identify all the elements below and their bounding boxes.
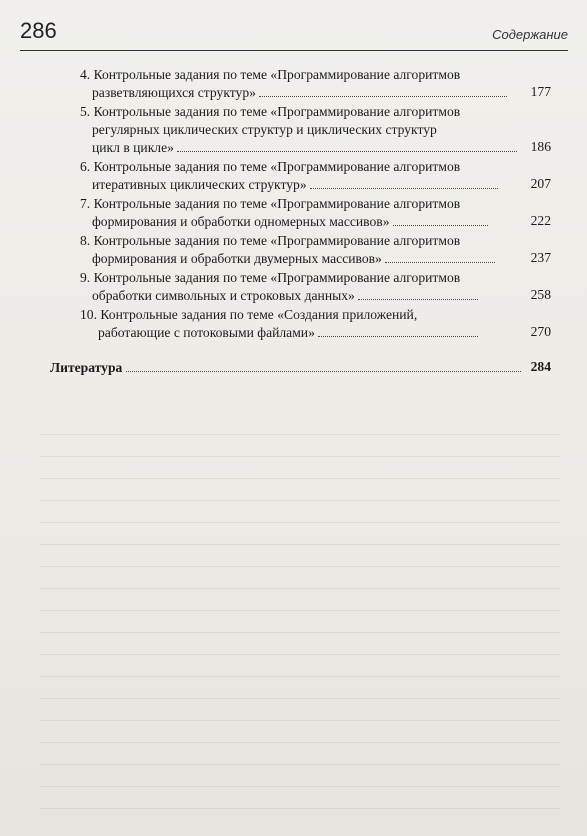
page-number: 286 [20, 18, 57, 43]
toc-page-number: 177 [530, 84, 551, 99]
toc-entry [80, 103, 517, 157]
toc-page-number: 270 [530, 324, 551, 339]
leader-dots [177, 141, 517, 152]
toc-entry-line: цикл в цикле» [92, 140, 174, 155]
toc-entry [80, 66, 507, 102]
section-title: Содержание [492, 27, 568, 42]
toc-entry-line: работающие с потоковыми файлами» [98, 325, 315, 340]
leader-dots [393, 215, 488, 226]
toc-entry-line: 8. Контрольные задания по теме «Программирование алгоритмов [80, 233, 461, 248]
toc-page-number: 237 [530, 250, 551, 265]
toc-page-number: 207 [530, 176, 551, 191]
toc-entry-line: 10. Контрольные задания по теме «Создания приложений, [80, 307, 418, 322]
toc-entry-line: 6. Контрольные задания по теме «Программирование алгоритмов [80, 159, 461, 174]
toc-page-number: 222 [530, 213, 551, 228]
toc-entry [80, 306, 478, 342]
toc-entry [80, 158, 498, 194]
leader-dots [126, 361, 521, 372]
toc-entry-line: 9. Контрольные задания по теме «Программирование алгоритмов [80, 270, 461, 285]
toc-entry [80, 269, 478, 305]
leader-dots [358, 289, 478, 300]
leader-dots [318, 326, 478, 337]
toc-entry-line: 4. Контрольные задания по теме «Программирование алгоритмов [80, 67, 461, 82]
toc-entry-literature [50, 359, 521, 377]
toc-entry-line: формирования и обработки двумерных массивов» [92, 251, 382, 266]
toc-page-number: 186 [530, 139, 551, 154]
toc-page-number: 258 [530, 287, 551, 302]
toc-page-number: 284 [530, 359, 551, 374]
leader-dots [259, 86, 507, 97]
toc-entry-line: формирования и обработки одномерных массивов» [92, 214, 390, 229]
toc-entry-line: обработки символьных и строковых данных» [92, 288, 355, 303]
toc-entry-line: разветвляющихся структур» [92, 85, 256, 100]
toc-entry-line: регулярных циклических структур и циклических структур [92, 122, 437, 137]
toc-entry-line: 7. Контрольные задания по теме «Программирование алгоритмов [80, 196, 461, 211]
toc-entry-line: итеративных циклических структур» [92, 177, 307, 192]
leader-dots [310, 178, 498, 189]
leader-dots [385, 252, 495, 263]
literature-label: Литература [50, 360, 123, 375]
running-header [20, 18, 568, 51]
toc-entry-line: 5. Контрольные задания по теме «Программирование алгоритмов [80, 104, 461, 119]
bleed-through-text [40, 420, 560, 820]
toc-entry [80, 232, 495, 268]
toc-entry [80, 195, 488, 231]
